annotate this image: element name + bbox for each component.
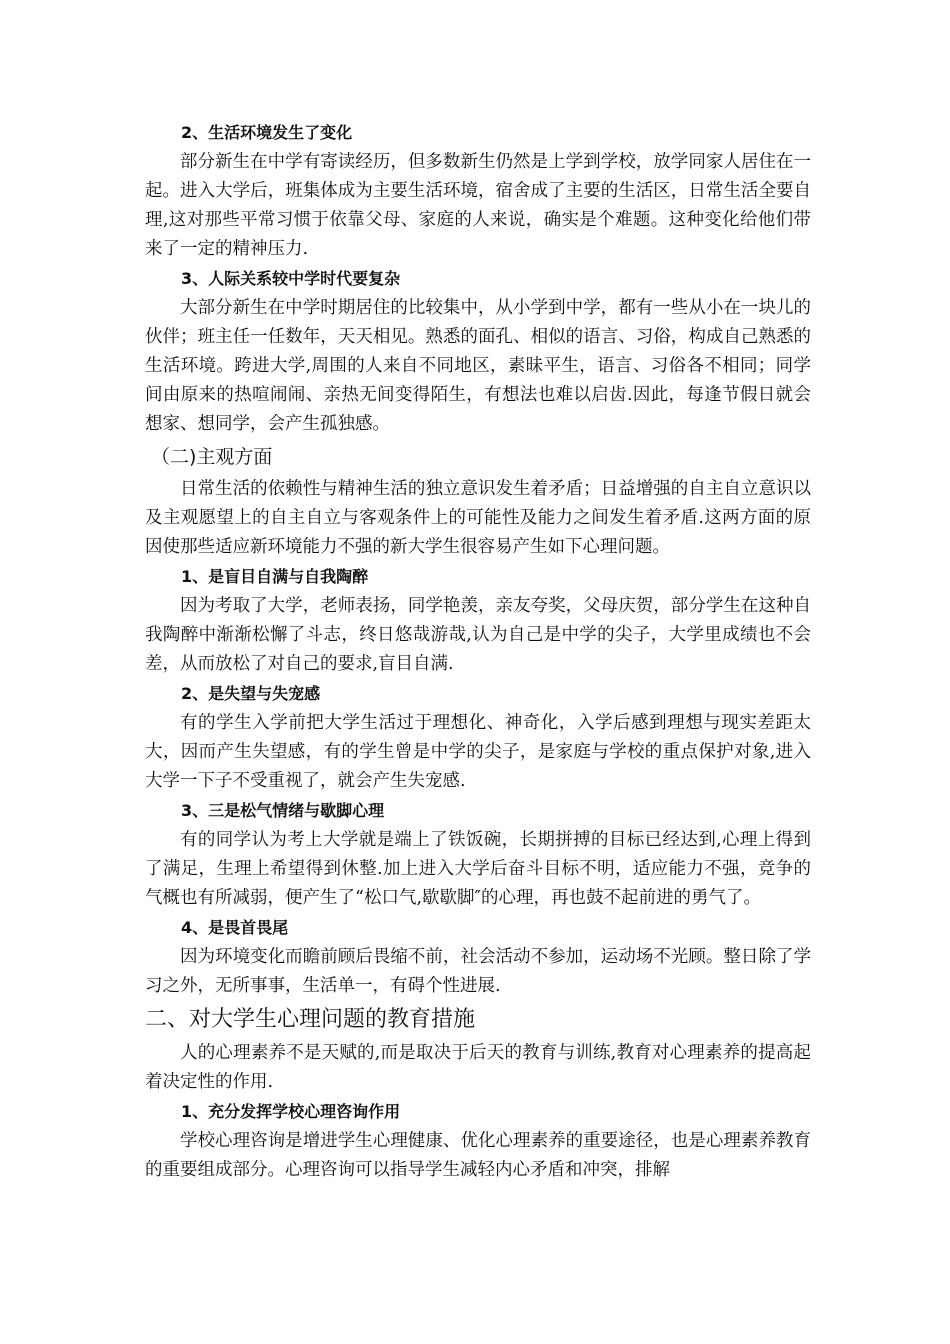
subheading-disappointment: 2、是失望与失宠感 (181, 684, 321, 703)
paragraph-relaxation: 有的同学认为考上大学就是端上了铁饭碗，长期拼搏的目标已经达到,心理上得到了满足，生理上希望得到休整.加上进入大学后奋斗目标不明，适应能力不强，竞争的气概也有所减弱，便产生了“松口气,歇歇脚″的心理，再也鼓不起前进的勇气了。 (145, 830, 811, 908)
paragraph-disappointment: 有的学生入学前把大学生活过于理想化、神奇化，入学后感到理想与现实差距太大，因而产生失望感，有的学生曾是中学的尖子，是家庭与学校的重点保护对象,进入大学一下子不受重视了，就会产生失宠感. (145, 713, 811, 791)
paragraph-living-environment: 部分新生在中学有寄读经历，但多数新生仍然是上学到学校，放学同家人居住在一起。进入大学后，班集体成为主要生活环境，宿舍成了主要的生活区，日常生活全要自理,这对那些平常习惯于依靠父母、家庭的人来说，确实是个难题。这种变化给他们带来了一定的精神压力. (145, 152, 811, 259)
paragraph-subjective-intro: 日常生活的依赖性与精神生活的独立意识发生着矛盾；日益增强的自主自立意识以及主观愿望上的自主自立与客观条件上的可能性及能力之间发生着矛盾.这两方面的原因使那些适应新环境能力不强的新大学生很容易产生如下心理问题。 (145, 479, 811, 557)
subheading-living-environment: 2、生活环境发生了变化 (181, 123, 353, 142)
heading-subjective-aspect: （二)主观方面 (151, 446, 273, 468)
subheading-complacency: 1、是盲目自满与自我陶醉 (181, 567, 369, 586)
paragraph-complacency: 因为考取了大学，老师表扬，同学艳羡，亲友夸奖，父母庆贺，部分学生在这种自我陶醉中渐渐松懈了斗志，终日悠哉游哉,认为自己是中学的尖子，大学里成绩也不会差，从而放松了对自己的要求,盲目自满. (145, 596, 811, 674)
paragraph-interpersonal: 大部分新生在中学时期居住的比较集中，从小学到中学，都有一些从小在一块儿的伙伴；班主任一任数年，天天相见。熟悉的面孔、相似的语言、习俗，构成自己熟悉的生活环境。跨进大学,周围的人来自不同地区，素昧平生，语言、习俗各不相同；同学间由原来的热喧闹闹、亲热无间变得陌生，有想法也难以启齿.因此，每逢节假日就会想家、想同学，会产生孤独感。 (145, 298, 811, 434)
paragraph-education-intro: 人的心理素养不是天赋的,而是取决于后天的教育与训练,教育对心理素养的提高起着决定性的作用. (145, 1043, 811, 1092)
paragraph-counseling: 学校心理咨询是增进学生心理健康、优化心理素养的重要途径，也是心理素养教育的重要组成部分。心理咨询可以指导学生减轻内心矛盾和冲突，排解 (145, 1131, 811, 1180)
paragraph-timidity: 因为环境变化而瞻前顾后畏缩不前，社会活动不参加，运动场不光顾。整日除了学习之外，无所事事，生活单一，有碍个性进展. (145, 947, 811, 996)
subheading-counseling: 1、充分发挥学校心理咨询作用 (181, 1102, 401, 1121)
subheading-relaxation: 3、三是松气情绪与歇脚心理 (181, 801, 385, 820)
heading-education-measures: 二、对大学生心理问题的教育措施 (145, 1007, 476, 1032)
subheading-timidity: 4、是畏首畏尾 (181, 918, 289, 937)
document-body (145, 118, 811, 1185)
subheading-interpersonal: 3、人际关系较中学时代要复杂 (181, 269, 401, 288)
